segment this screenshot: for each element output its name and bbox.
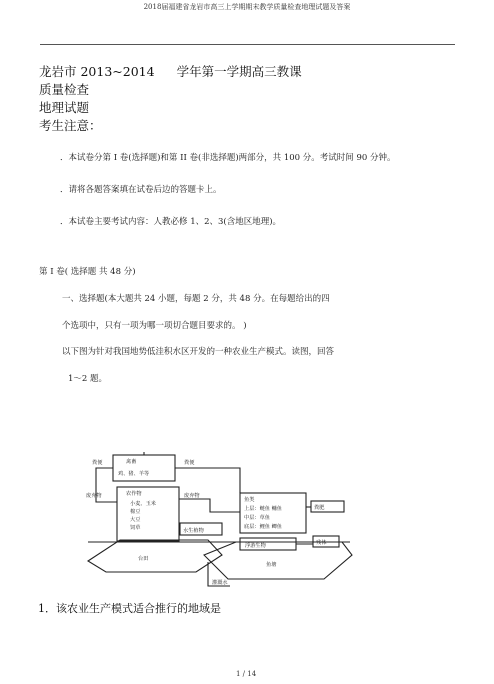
note-1: ．本试卷分第 I 卷(选择题)和第 II 卷(非选择题)两部分，共 100 分。考试时间 90 分钟。	[60, 153, 396, 163]
livestock-items: 鸡、猪、羊等	[118, 471, 150, 477]
manure-label-1: 粪便	[92, 460, 103, 466]
crops-item-1: 小麦、玉米	[130, 501, 156, 507]
livestock-box	[113, 455, 175, 481]
fish-item-3: 底层：鲤鱼 鲫鱼	[244, 524, 282, 530]
fish-title: 鱼类	[244, 497, 255, 503]
title-line-3: 地理试题	[39, 100, 90, 115]
fish-item-1: 上层：鲢鱼 鳙鱼	[244, 506, 282, 512]
water-plants-label: 水生植物	[183, 528, 204, 534]
crops-item-4: 饲草	[130, 525, 141, 531]
farming-diagram	[80, 452, 356, 592]
title-line-2: 质量检查	[39, 82, 90, 97]
note-2: ．请将各题答案填在试卷后边的答题卡上。	[60, 185, 222, 195]
question-1: 1．该农业生产模式适合推行的地域是	[38, 602, 221, 615]
platform-field-shape	[88, 540, 222, 572]
crops-item-3: 大豆	[130, 517, 141, 523]
intro-line-2: 1～2 题。	[68, 374, 108, 384]
pond-label: 鱼塘	[266, 562, 277, 568]
plankton-label: 浮游生物	[245, 543, 266, 549]
title-line-1	[39, 62, 302, 80]
manure-label-3: 粪肥	[314, 505, 325, 511]
crops-title: 农作物	[126, 491, 142, 497]
title-line-4: 考生注意：	[39, 118, 102, 133]
irrigation-label: 灌溉水	[212, 580, 228, 586]
manure-label-2: 粪便	[184, 460, 195, 466]
header-rule	[40, 44, 455, 45]
residue-label-3: 残体	[316, 540, 327, 546]
title-term: 学年第一学期高三教课	[176, 64, 302, 79]
instructions-line-2: 个选项中，只有一项为哪一项切合题目要求的。 )	[62, 321, 247, 331]
note-3: ．本试卷主要考试内容：人教必修 1、2、3(含地区地理)。	[60, 217, 282, 227]
section-heading: 第 I 卷( 选择题 共 48 分)	[39, 267, 136, 277]
title-year: 龙岩市 2013~2014	[39, 64, 155, 79]
platform-label: 台田	[138, 556, 149, 562]
fish-item-2: 中层：草鱼	[244, 515, 270, 521]
residue-label-2: 废弃物	[184, 493, 200, 499]
residue-label-1: 废弃物	[86, 493, 102, 499]
page-number: 1 / 14	[236, 670, 257, 678]
livestock-title: 禽畜	[126, 459, 137, 465]
running-header: 2018届福建省龙岩市高三上学期期末教学质量检查地理试题及答案	[143, 3, 351, 11]
intro-line-1: 以下图为针对我国地势低洼积水区开发的一种农业生产模式。读图，回答	[62, 347, 335, 357]
instructions-line-1: 一、选择题(本大题共 24 小题，每题 2 分，共 48 分。在每题给出的四	[62, 294, 330, 304]
crops-item-2: 棉豆	[130, 509, 141, 515]
